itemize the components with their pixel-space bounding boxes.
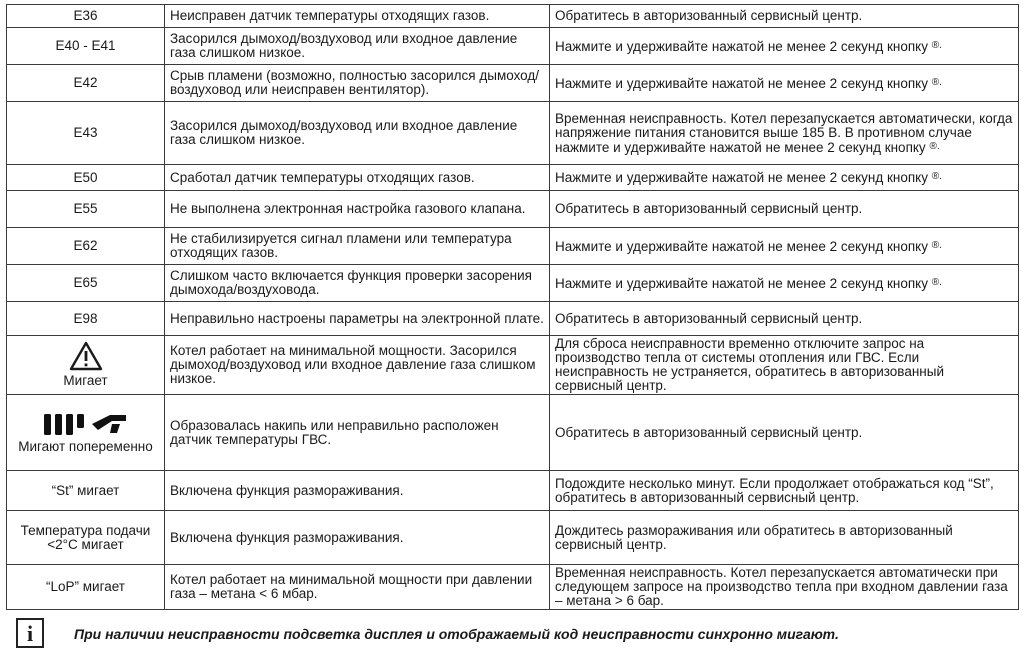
error-code: E98 [7,302,165,336]
reset-button-icon: ®. [931,239,942,251]
warning-blink-label: Мигает [63,373,108,388]
error-action: Обратитесь в авторизованный сервисный центр. [550,191,1019,228]
error-code: E36 [7,5,165,28]
table-row-lop [7,565,1019,610]
reset-button-icon: ®. [931,39,942,51]
info-icon: i [16,618,44,648]
error-cause: Слишком часто включается функция проверки засорения дымохода/воздуховода. [165,265,550,302]
error-action: Обратитесь в авторизованный сервисный центр. [550,302,1019,336]
heating-radiator-tap-icon [40,411,132,437]
error-action: Нажмите и удерживайте нажатой не менее 2 секунд кнопку ®. [550,228,1019,265]
error-code-table-wrapper [6,4,1018,610]
error-action: Нажмите и удерживайте нажатой не менее 2 секунд кнопку ®. [550,265,1019,302]
error-code: E50 [7,165,165,191]
table-row [7,28,1019,65]
footnote-text: При наличии неисправности подсветка дисплея и отображаемый код неисправности синхронно мигают. [74,626,839,642]
error-cause: Включена функция размораживания. [165,471,550,511]
table-row-warning [7,336,1019,395]
error-cause: Сработал датчик температуры отходящих газов. [165,165,550,191]
error-action: Нажмите и удерживайте нажатой не менее 2 секунд кнопку ®. [550,165,1019,191]
error-action: Обратитесь в авторизованный сервисный центр. [550,5,1019,28]
error-action: Нажмите и удерживайте нажатой не менее 2 секунд кнопку ®. [550,65,1019,102]
reset-button-icon: ®. [931,276,942,288]
error-cause: Неисправен датчик температуры отходящих газов. [165,5,550,28]
error-cause: Засорился дымоход/воздуховод или входное давление газа слишком низкое. [165,28,550,65]
table-row-temperature [7,511,1019,565]
table-row [7,102,1019,165]
error-code: E40 - E41 [7,28,165,65]
error-cause: Котел работает на минимальной мощности. Засорился дымоход/воздуховод или входное давление газа слишком низкое. [165,336,550,395]
error-code: E62 [7,228,165,265]
error-cause: Включена функция размораживания. [165,511,550,565]
error-action: Обратитесь в авторизованный сервисный центр. [550,395,1019,471]
error-code: Температура подачи <2°C мигает [7,511,165,565]
error-code: E55 [7,191,165,228]
error-action: Подождите несколько минут. Если продолжает отображаться код “St”, обратитесь в авторизованный сервисный центр. [550,471,1019,511]
table-row [7,5,1019,28]
error-action: Временная неисправность. Котел перезапускается автоматически, когда напряжение питания становится выше 185 В. В противном случае нажмите и удерживайте нажатой не менее 2 секунд кнопку ®. [550,102,1019,165]
error-cause: Неправильно настроены параметры на электронной плате. [165,302,550,336]
table-row [7,65,1019,102]
table-row [7,302,1019,336]
heating-symbol-cell [7,395,165,471]
table-row [7,165,1019,191]
error-cause: Не стабилизируется сигнал пламени или температура отходящих газов. [165,228,550,265]
error-action: Дождитесь размораживания или обратитесь в авторизованный сервисный центр. [550,511,1019,565]
warning-triangle-icon [69,341,103,371]
error-cause: Не выполнена электронная настройка газового клапана. [165,191,550,228]
table-row-st [7,471,1019,511]
standard-error-rows [7,5,1019,610]
heating-blink-label: Мигают попеременно [18,438,153,454]
error-code: “St” мигает [7,471,165,511]
error-action: Временная неисправность. Котел перезапускается автоматически при следующем запросе на производство тепла при входном давлении газа – метана > 6 бар. [550,565,1019,610]
error-cause: Образовалась накипь или неправильно расположен датчик температуры ГВС. [165,395,550,471]
error-cause: Срыв пламени (возможно, полностью засорился дымоход/воздуховод или неисправен вентилятор). [165,65,550,102]
error-code: “LoP” мигает [7,565,165,610]
reset-button-icon: ®. [929,140,940,152]
warning-symbol-cell [7,336,165,395]
table-row [7,265,1019,302]
error-code: E43 [7,102,165,165]
reset-button-icon: ®. [931,171,942,182]
error-cause: Засорился дымоход/воздуховод или входное давление газа слишком низкое. [165,102,550,165]
error-code-table [6,4,1019,610]
table-row-heating [7,395,1019,471]
error-code: E42 [7,65,165,102]
error-code: E65 [7,265,165,302]
reset-button-icon: ®. [931,76,942,88]
table-row [7,228,1019,265]
error-action: Для сброса неисправности временно отключите запрос на производство тепла от системы отопления или ГВС. Если неисправность не устраняется, обратитесь в авторизованный сервисный центр. [550,336,1019,395]
footnote [6,614,1018,654]
error-cause: Котел работает на минимальной мощности при давлении газа – метана < 6 мбар. [165,565,550,610]
table-row [7,191,1019,228]
error-action: Нажмите и удерживайте нажатой не менее 2 секунд кнопку ®. [550,28,1019,65]
